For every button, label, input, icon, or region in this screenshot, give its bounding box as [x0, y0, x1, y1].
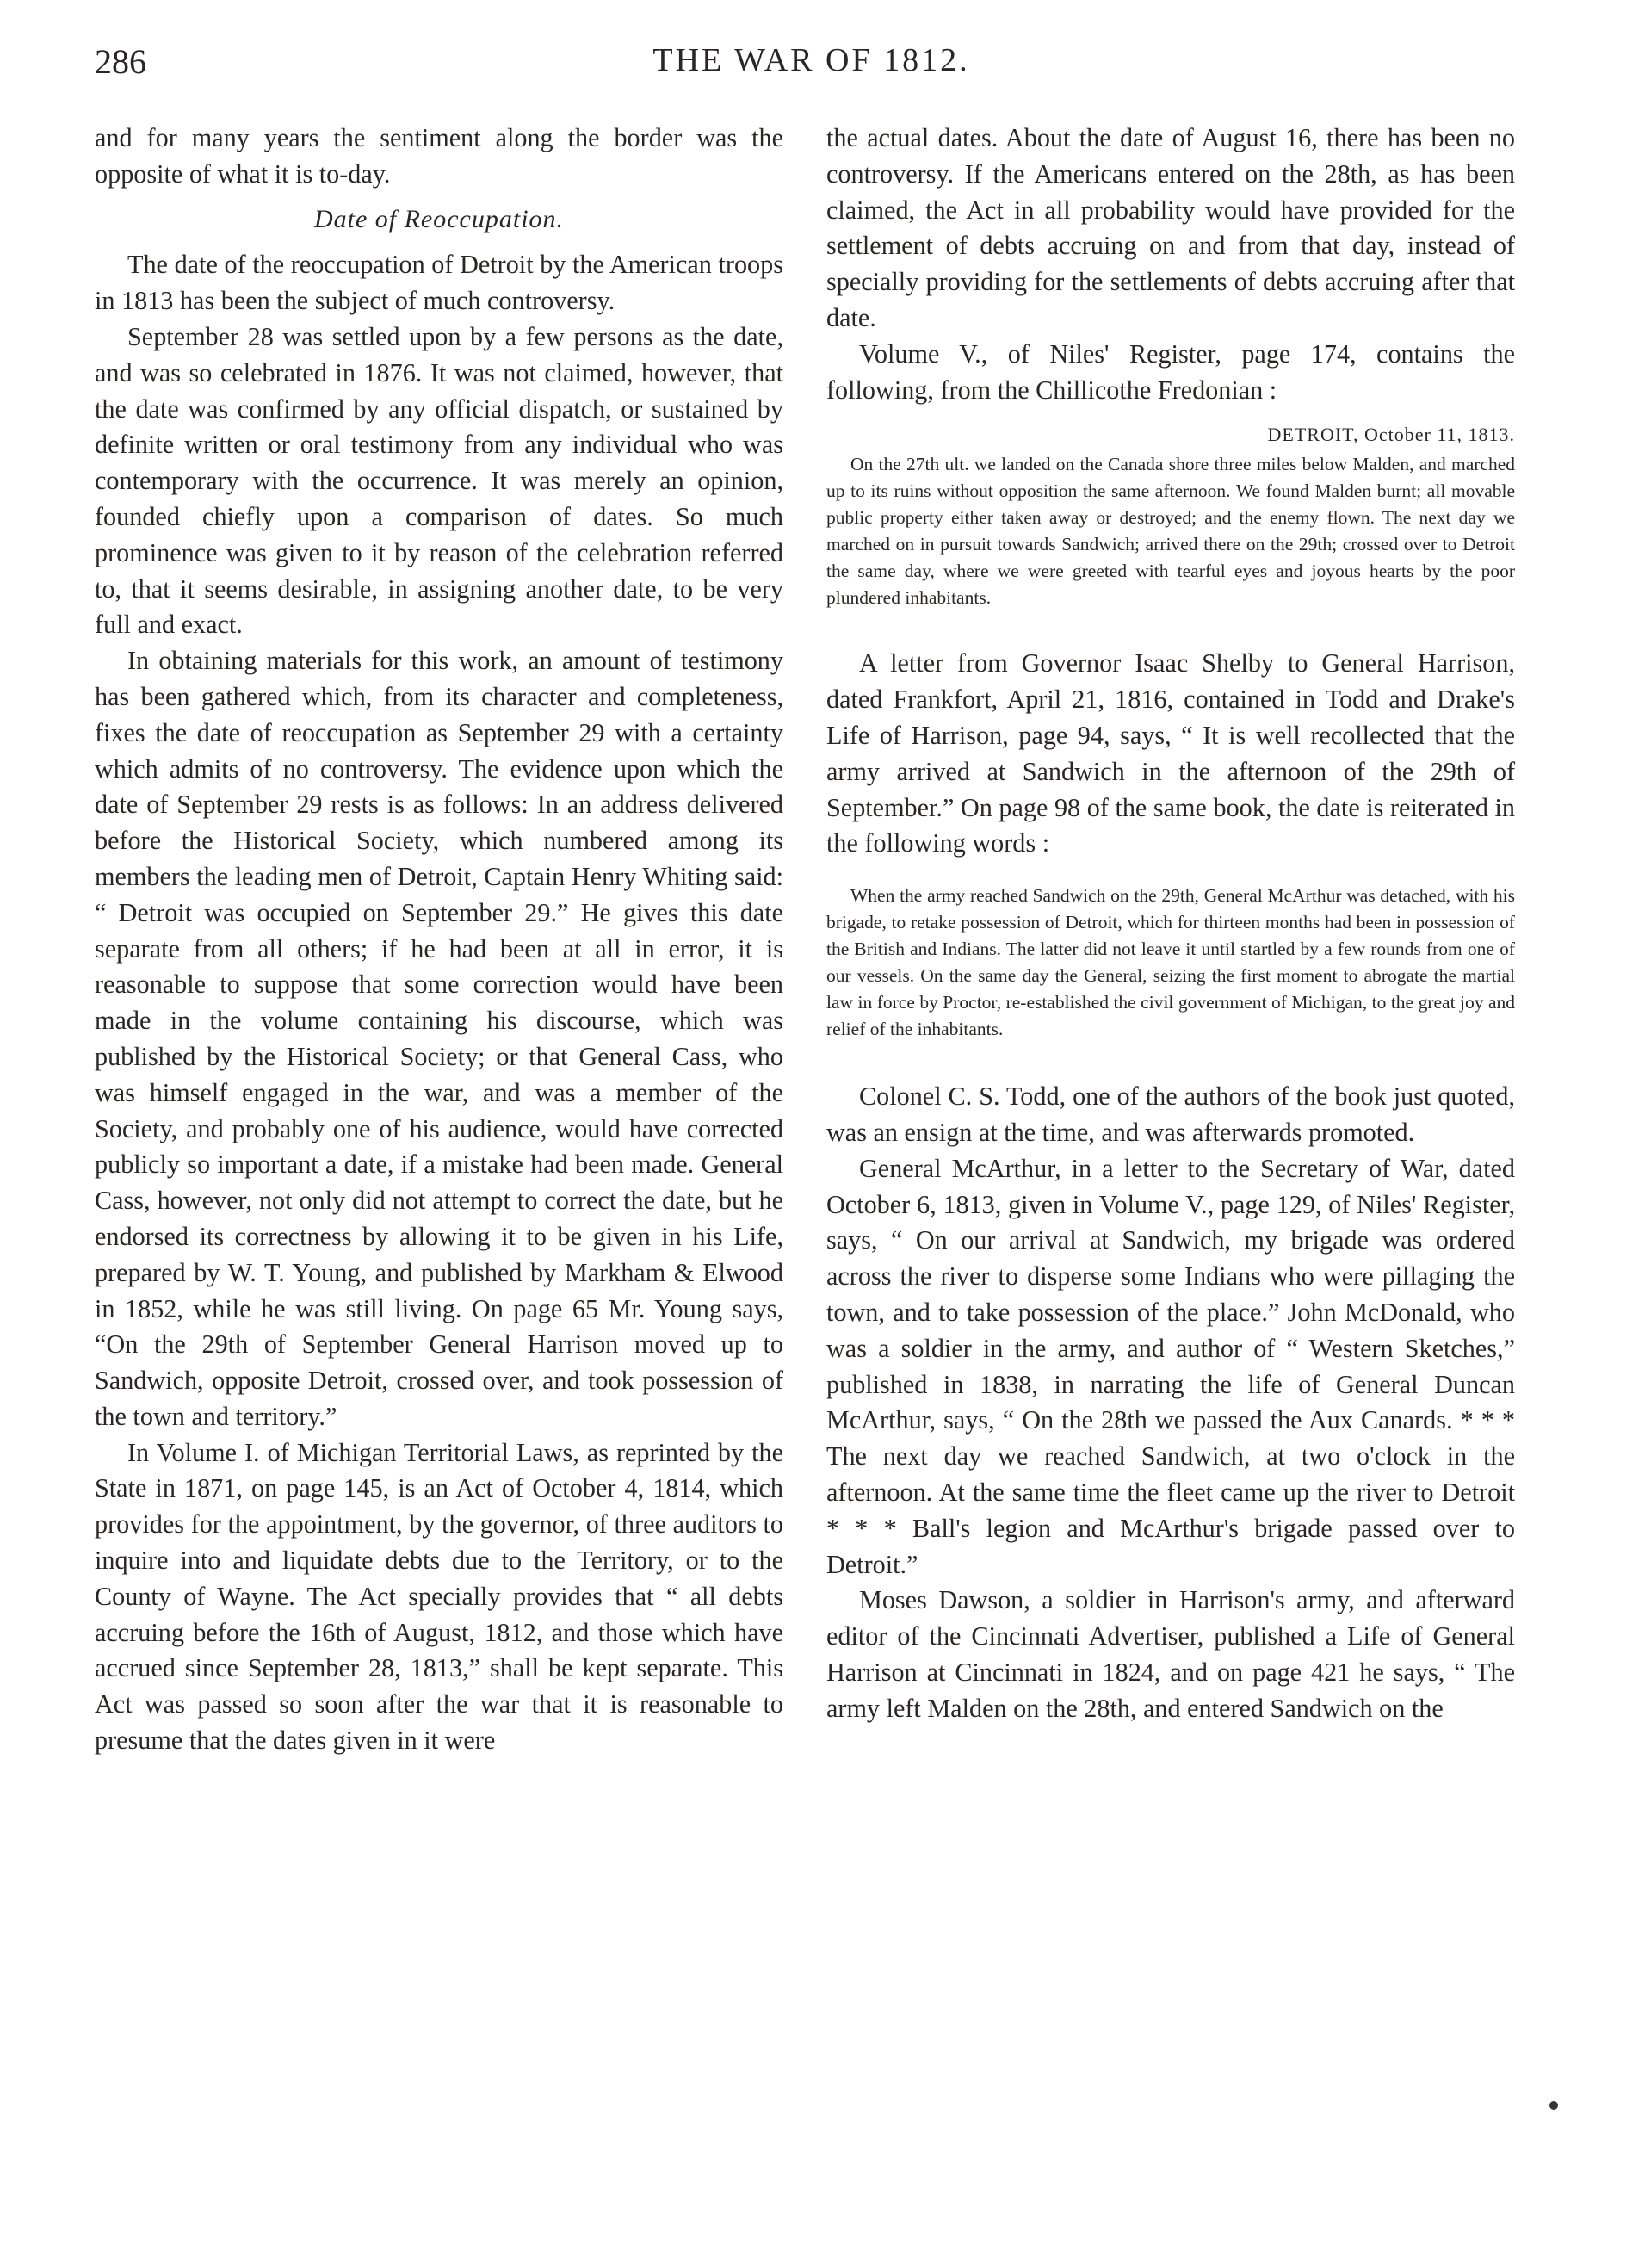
quote-text: On the 27th ult. we landed on the Canada shore three miles below Malden, and marched up to its ruins without opposition the same afternoon. We found Malden burnt; all movable public property either taken away or destroyed; and the enemy flown. The next day we marched on in pursuit towards Sandwich; arrived there on the 29th; crossed over to Detroit the same day, where we were greeted with tearful eyes and joyous hearts by the poor plundered inhabitants. — [826, 454, 1515, 609]
paragraph: Moses Dawson, a soldier in Harrison's army, and afterward editor of the Cincinnati Advertiser, published a Life of General Harrison at Cincinnati in 1824, and on page 421 he says, “ The army left Malden on the 28th, and entered Sandwich on the — [826, 1585, 1515, 1723]
margin-dot — [1549, 2101, 1558, 2110]
quote-text: When the army reached Sandwich on the 29th, General McArthur was detached, with his brigade, to retake possession of Detroit, which for thirteen months had been in possession of the British and Indians. The latter did not leave it until startled by a few rounds from one of our vessels. On the same day the General, seizing the first moment to abrogate the martial law in force by Proctor, re-established the civil government of Michigan, to the great joy and relief of the inhabitants. — [826, 885, 1515, 1040]
page-header — [95, 41, 1528, 84]
paragraph: In obtaining materials for this work, an amount of testimony has been gathered which, from its character and completeness, fixes the date of reoccupation as September 29 with a certainty which admits of no controversy. The evidence upon which the date of September 29 rests is as follows: In an address delivered before the Historical Society, which numbered among its members the leading men of Detroit, Captain Henry Whiting said: “ Detroit was occupied on September 29.” He gives this date separate from all others; if he had been at all in error, it is reasonable to suppose that some correction would have been made in the volume containing his discourse, which was published by the Historical Society; or that General Cass, who was himself engaged in the war, and was a member of the Society, and probably one of his audience, would have corrected publicly so important a date, if a mistake had been made. General Cass, however, not only did not attempt to correct the date, but he endorsed its correctness by allowing it to be given in his Life, prepared by W. T. Young, and published by Markham & Elwood in 1852, while he was still living. On page 65 Mr. Young says, “On the 29th of September General Harrison moved up to Sandwich, opposite Detroit, crossed over, and took possession of the town and territory.” — [95, 646, 783, 1431]
quote-dateline: DETROIT, October 11, 1813. — [1267, 424, 1515, 446]
paragraph: The date of the reoccupation of Detroit by the American troops in 1813 has been the subject of much controversy. — [95, 250, 783, 316]
paragraph: the actual dates. About the date of August 16, there has been no controversy. If the Americans entered on the 28th, as has been claimed, the Act in all probability would have provided for the settlement of debts accruing on and from that day, instead of specially providing for the settlements of debts accruing after that date. — [826, 123, 1515, 332]
block-quote — [826, 883, 1515, 1043]
right-column — [826, 121, 1515, 1727]
block-quote — [826, 451, 1515, 611]
paragraph: and for many years the sentiment along the border was the opposite of what it is to-day. — [95, 123, 783, 189]
left-column — [95, 121, 783, 1759]
running-title: THE WAR OF 1812. — [652, 42, 970, 78]
paragraph: A letter from Governor Isaac Shelby to General Harrison, dated Frankfort, April 21, 1816, contained in Todd and Drake's Life of Harrison, page 94, says, “ It is well recollected that the army arrived at Sandwich in the afternoon of the 29th of September.” On page 98 of the same book, the date is reiterated in the following words : — [826, 648, 1515, 858]
paragraph: Volume V., of Niles' Register, page 174, contains the following, from the Chillicothe Fredonian : — [826, 338, 1515, 405]
section-heading: Date of Reoccupation. — [313, 204, 565, 233]
paragraph: Colonel C. S. Todd, one of the authors of the book just quoted, was an ensign at the time, and was afterwards promoted. — [826, 1081, 1515, 1147]
page-number: 286 — [95, 42, 146, 81]
paragraph: General McArthur, in a letter to the Secretary of War, dated October 6, 1813, given in Volume V., page 129, of Niles' Register, says, “ On our arrival at Sandwich, my brigade was ordered across the river to disperse some Indians who were pillaging the town, and to take possession of the place.” John McDonald, who was a soldier in the army, and author of “ Western Sketches,” published in 1838, in narrating the life of General Duncan McArthur, says, “ On the 28th we passed the Aux Canards. * * * The next day we reached Sandwich, at two o'clock in the afternoon. At the same time the fleet came up the river to Detroit * * * Ball's legion and McArthur's brigade passed over to Detroit.” — [826, 1153, 1515, 1579]
paragraph: In Volume I. of Michigan Territorial Laws, as reprinted by the State in 1871, on page 145, is an Act of October 4, 1814, which provides for the appointment, by the governor, of three auditors to inquire into and liquidate debts due to the Territory, or to the County of Wayne. The Act specially provides that “ all debts accruing before the 16th of August, 1812, and those which have accrued since September 28, 1813,” shall be kept separate. This Act was passed so soon after the war that it is reasonable to presume that the dates given in it were — [95, 1437, 783, 1756]
paragraph: September 28 was settled upon by a few persons as the date, and was so celebrated in 1876. It was not claimed, however, that the date was confirmed by any official dispatch, or sustained by definite written or oral testimony from any individual who was contemporary with the occurrence. It was merely an opinion, founded chiefly upon a comparison of dates. So much prominence was given to it by reason of the celebration referred to, that it seems desirable, in assigning another date, to be very full and exact. — [95, 321, 783, 640]
